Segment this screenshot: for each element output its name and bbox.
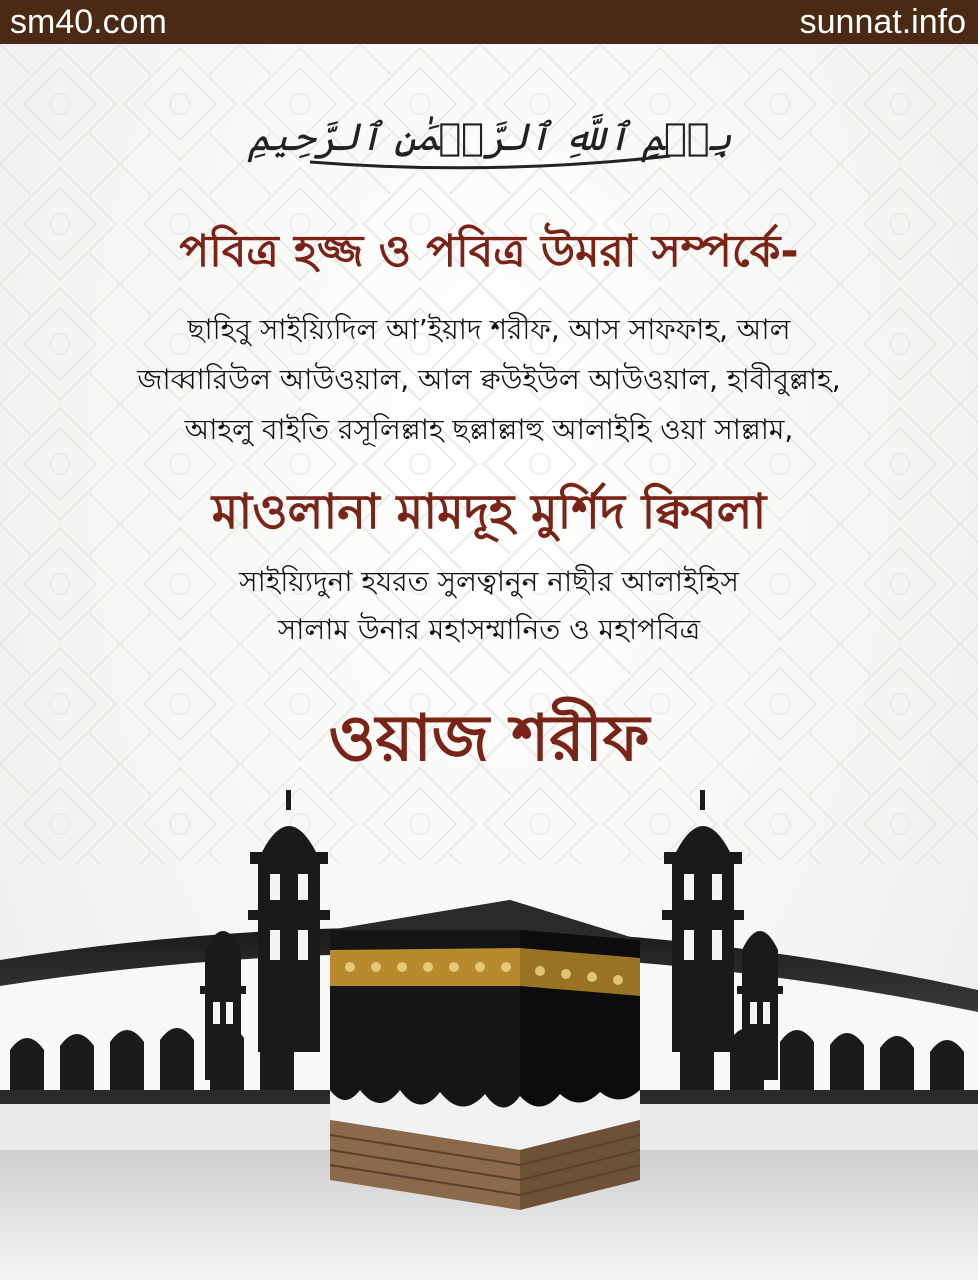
- site-link-left[interactable]: sm40.com: [10, 3, 167, 41]
- intro-line: আহলু বাইতি রসূলিল্লাহ ছল্লাল্লাহু আলাইহি ওয়া সাল্লাম,: [184, 413, 794, 446]
- kaaba-illustration: [0, 790, 978, 1280]
- site-link-right[interactable]: sunnat.info: [799, 3, 966, 41]
- sub-line: সালাম উনার মহাসম্মানিত ও মহাপবিত্র: [277, 613, 701, 646]
- minaret-left: [200, 790, 330, 1080]
- sub-line: সাইয়্যিদুনা হযরত সুলত্বানুন নাছীর আলাইহিস: [239, 565, 739, 598]
- intro-line: জাব্বারিউল আউওয়াল, আল ক্বউইউল আউওয়াল, হাবীবুল্লাহ,: [137, 363, 841, 396]
- header-bar: [0, 0, 978, 44]
- person-name: মাওলানা মামদূহ মুর্শিদ ক্বিবলা: [211, 484, 767, 540]
- bismillah-calligraphy: [248, 92, 732, 182]
- kaaba: [330, 900, 640, 1210]
- minaret-right: [662, 790, 783, 1080]
- sub-text: [0, 558, 978, 654]
- headline: ওয়াজ শরীফ: [328, 702, 650, 776]
- bismillah-text: بِسۡمِ ٱللَّهِ ٱلرَّحۡمَٰنِ ٱلرَّحِيمِ: [248, 115, 732, 159]
- intro-text: [0, 305, 978, 455]
- page-title: পবিত্র হজ্জ ও পবিত্র উমরা সম্পর্কে-: [179, 226, 799, 277]
- intro-line: ছাহিবু সাইয়্যিদিল আ’ইয়াদ শরীফ, আস সাফফাহ, আল: [187, 313, 791, 346]
